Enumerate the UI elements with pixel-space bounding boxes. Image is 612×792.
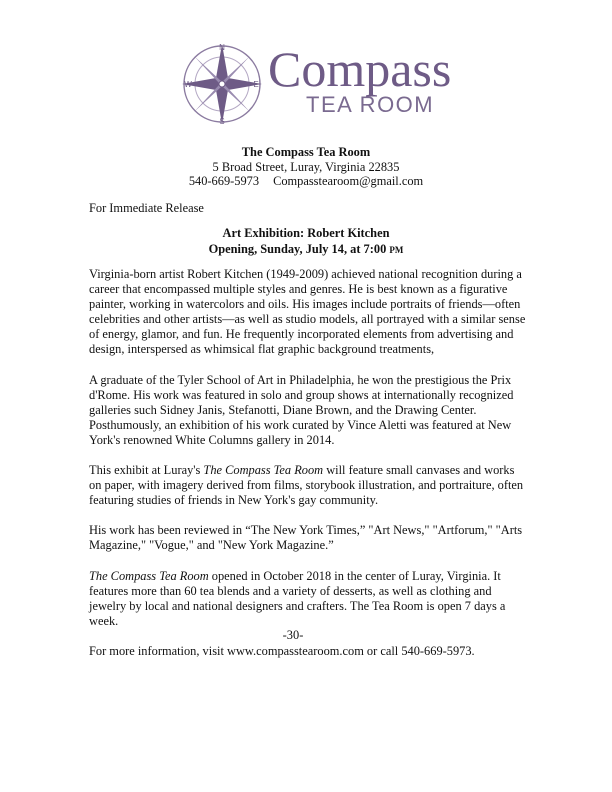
headline (0, 225, 612, 258)
body-text (89, 267, 529, 674)
headline-pm: PM (389, 245, 404, 255)
paragraph-2: A graduate of the Tyler School of Art in Philadelphia, he won the prestigious the Prix d'Rome. His work was featured in solo and group shows at internationally recognized galleries such Sidney Janis, Stefanotti, Diane Brown, and the Drawing Center. Posthumously, an exhibition of his work curated by Vince Aletti was featured at New York's renowned White Columns gallery in 2014. (89, 372, 514, 447)
business-name: The Compass Tea Room (241, 145, 371, 159)
paragraph-6: For more information, visit www.compasstearoom.com or call 540-669-5973. (89, 643, 475, 658)
email: Compasstearoom@gmail.com (273, 174, 424, 188)
compass-letter-e: E (253, 80, 259, 89)
headline-opening: Opening, Sunday, July 14, at 7:00 (208, 242, 390, 256)
headline-title: Art Exhibition: Robert Kitchen (222, 226, 390, 240)
paragraph-3-venue: The Compass Tea Room (203, 463, 324, 478)
logo-brand: Compass (268, 41, 452, 97)
logo-subtitle: TEA ROOM (306, 92, 435, 117)
paragraph-5 (89, 569, 529, 629)
paragraph-3-start: This exhibit at Luray's (89, 463, 204, 478)
phone: 540-669-5973 (188, 174, 260, 188)
paragraph-4: His work has been reviewed in “The New York Times,” "Art News," "Artforum," "Arts Magazine," "Vogue," and "New York Magazine.” (89, 523, 523, 553)
logo (176, 38, 452, 130)
compass-letter-w: W (184, 80, 192, 89)
paragraph-5-venue: The Compass Tea Room (89, 568, 209, 583)
paragraph-3 (89, 463, 529, 508)
paragraph-3-end: will feature small canvases and works on paper, with imagery derived from films, storybook illustration, and portraiture, often featuring studies of friends in New York's gay community. (89, 463, 524, 508)
release-line: For Immediate Release (89, 201, 204, 215)
compass-letter-s: S (219, 117, 225, 126)
end-mark-text: -30- (282, 628, 304, 642)
end-mark (0, 628, 612, 643)
address: 5 Broad Street, Luray, Virginia 22835 (212, 159, 400, 174)
contact-block (0, 145, 612, 189)
paragraph-1: Virginia-born artist Robert Kitchen (1949-2009) achieved national recognition during a career that encompassed multiple styles and genres. He is best known as a figurative painter, working in watercolors and oils. His images include portraits of friends—often celebrities and other artists—as well as studio models, all portrayed with a similar sense of energy, glamor, and fun. He frequently incorporated elements from advertising and design, interspersed as whimsical flat graphic background treatments, (89, 267, 526, 357)
compass-rose-icon (176, 38, 268, 130)
paragraph-5-end: opened in October 2018 in the center of Luray, Virginia. It features more than 60 tea blends and a variety of desserts, as well as clothing and jewelry by local and national designers and crafters. The Tea Room is open 7 days a week. (89, 568, 506, 628)
compass-letter-n: N (219, 43, 225, 52)
